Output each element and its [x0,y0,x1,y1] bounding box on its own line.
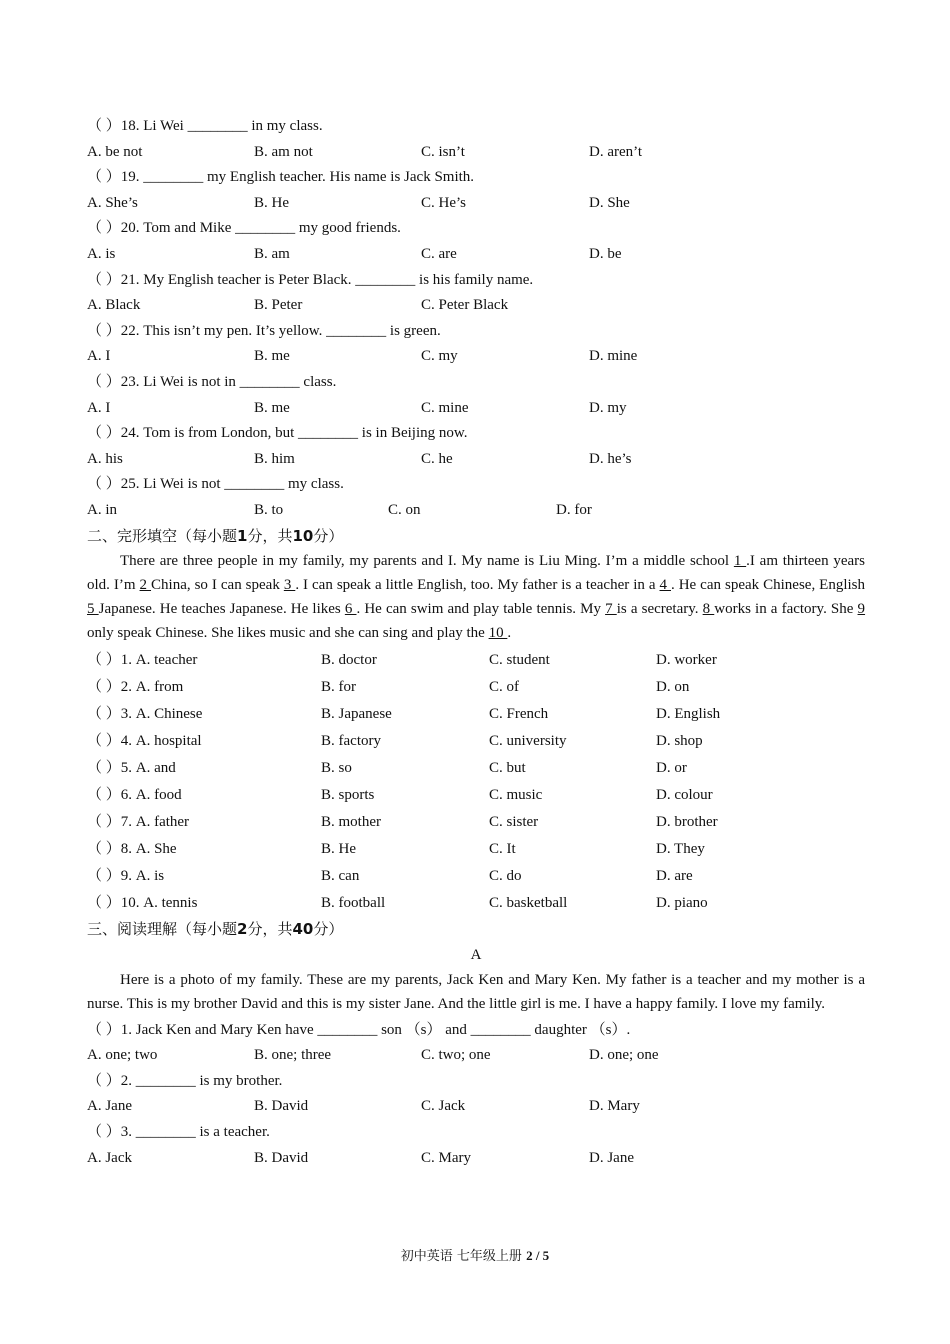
reading-question-3: （ ）3. ________ is a teacher. [87,1124,270,1141]
item-label: （ ）9. A. is [87,868,165,885]
passage-text: only speak Chinese. She likes music and she can sing and play the [87,625,489,642]
option-b: B. Japanese [321,706,392,723]
reading-question-1: （ ）1. Jack Ken and Mary Ken have ________ son （s） and ________ daughter （s）. [87,1021,631,1038]
cloze-item-4 [87,728,865,755]
passage-text: . He can swim and play table tennis. My [356,601,606,618]
blank-8: 8 [702,601,715,618]
item-label: （ ）7. A. father [87,814,190,831]
option-b: B. David [254,1149,309,1166]
question-18-options [87,140,865,166]
passage-text: works in a factory. She [714,601,858,618]
cloze-item-2 [87,674,865,701]
passage-text: is a secretary. [616,601,703,618]
option-c: C. mine [421,399,469,416]
cloze-item-9 [87,863,865,890]
question-24: （ ）24. Tom is from London, but ________ is in Beijing now. [87,425,468,442]
option-b: B. one; three [254,1047,332,1064]
cloze-items [87,647,865,917]
heading-text: 分） [313,526,344,545]
passage-label: A [470,946,482,963]
option-c: C. student [489,652,550,669]
question-20-options [87,242,865,268]
option-d: D. or [656,760,687,777]
option-b: B. factory [321,733,381,750]
option-b: B. mother [321,814,381,831]
option-b: B. doctor [321,652,377,669]
option-d: D. shop [656,733,703,750]
cloze-passage [87,549,865,645]
option-d: D. are [656,868,693,885]
option-b: B. for [321,679,356,696]
blank-10: 10 [488,625,508,642]
heading-text: 三、阅读理解（每小题 [87,920,238,939]
option-a: A. Jack [87,1149,132,1166]
passage-text: Japanese. He teaches Japanese. He likes [98,601,345,618]
cloze-item-5 [87,755,865,782]
option-c: C. do [489,868,522,885]
passage-text: . I can speak a little English, too. My father is a teacher in a [295,577,660,594]
option-c: C. Peter Black [421,297,509,314]
passage-text: . [507,625,512,642]
reading-question-2-options [87,1094,865,1120]
option-d: D. one; one [589,1047,659,1064]
section1-questions [87,114,865,524]
cloze-item-7 [87,809,865,836]
option-d: D. for [556,501,592,518]
section3-heading [87,917,865,943]
option-a: A. Black [87,297,141,314]
question-25-options [87,498,865,524]
option-c: C. are [421,245,457,262]
option-b: B. Peter [254,297,303,314]
option-c: C. on [388,501,421,518]
option-a: A. his [87,450,123,467]
question-21-options [87,293,865,319]
reading-question-1-options [87,1043,865,1069]
item-label: （ ）10. A. tennis [87,895,198,912]
reading-passage: Here is a photo of my family. These are my parents, Jack Ken and Mary Ken. My father is a teacher and my mother is a nurse. This is my brother David and this is my sister Jane. And the little girl is me. I have a happy family. I love my family. [87,971,865,1012]
option-d: D. colour [656,787,713,804]
blank-5: 5 [87,601,99,618]
option-b: B. am not [254,143,313,160]
cloze-item-6 [87,782,865,809]
option-d: D. piano [656,895,708,912]
reading-question-2: （ ）2. ________ is my brother. [87,1072,283,1089]
option-b: B. He [321,841,356,858]
option-c: C. It [489,841,516,858]
question-21: （ ）21. My English teacher is Peter Black. ________ is his family name. [87,271,534,288]
option-c: C. two; one [421,1047,491,1064]
passage-text: . He can speak Chinese, English [670,577,866,594]
option-b: B. am [254,245,290,262]
section2-heading [87,524,865,550]
option-b: B. him [254,450,295,467]
item-label: （ ）3. A. Chinese [87,706,203,723]
option-a: A. one; two [87,1047,158,1064]
option-a: A. Jane [87,1098,132,1115]
option-c: C. music [489,787,543,804]
blank-1: 1 [733,553,747,570]
option-b: B. can [321,868,360,885]
item-label: （ ）5. A. and [87,760,176,777]
item-label: （ ）8. A. She [87,841,177,858]
question-20: （ ）20. Tom and Mike ________ my good friends. [87,220,401,237]
option-c: C. He’s [421,194,466,211]
blank-6: 6 [344,601,357,618]
passage-text: China, so I can speak [151,577,284,594]
question-23: （ ）23. Li Wei is not in ________ class. [87,373,337,390]
question-19: （ ）19. ________ my English teacher. His name is Jack Smith. [87,169,475,186]
question-23-options [87,396,865,422]
option-c: C. he [421,450,453,467]
heading-text: 分） [313,920,344,939]
option-c: C. sister [489,814,539,831]
cloze-item-10 [87,890,865,917]
blank-7: 7 [605,601,617,618]
option-b: B. to [254,501,284,518]
option-a: A. in [87,501,117,518]
heading-total: 40 [292,920,314,939]
item-label: （ ）2. A. from [87,679,184,696]
heading-total: 10 [292,526,314,545]
question-22: （ ）22. This isn’t my pen. It’s yellow. ________ is green. [87,322,441,339]
question-19-options [87,191,865,217]
option-c: C. but [489,760,526,777]
reading-question-3-options [87,1146,865,1172]
option-d: D. he’s [589,450,632,467]
question-25: （ ）25. Li Wei is not ________ my class. [87,476,344,493]
option-b: B. He [254,194,289,211]
cloze-item-3 [87,701,865,728]
option-a: A. is [87,245,116,262]
option-c: C. French [489,706,549,723]
option-d: D. on [656,679,690,696]
option-a: A. I [87,348,111,365]
footer-text: 初中英语 七年级上册 [400,1249,527,1264]
page-number: 2 / 5 [526,1248,550,1263]
option-d: D. aren’t [589,143,643,160]
cloze-item-8 [87,836,865,863]
option-c: C. Mary [421,1149,471,1166]
option-d: D. Mary [589,1098,640,1115]
option-c: C. basketball [489,895,568,912]
blank-3: 3 [283,577,296,594]
option-c: C. Jack [421,1098,466,1115]
option-c: C. isn’t [421,143,465,160]
option-d: D. English [656,706,721,723]
question-18: （ ）18. Li Wei ________ in my class. [87,118,323,134]
option-b: B. football [321,895,386,912]
option-b: B. me [254,348,290,365]
option-c: C. university [489,733,567,750]
question-24-options [87,447,865,473]
item-label: （ ）1. A. teacher [87,652,198,669]
option-d: D. be [589,245,622,262]
cloze-item-1 [87,647,865,674]
option-d: D. They [656,841,705,858]
exam-page [87,114,865,1171]
passage-text: There are three people in my family, my parents and I. My name is Liu Ming. I’m a middle school [120,553,734,570]
option-d: D. brother [656,814,718,831]
item-label: （ ）4. A. hospital [87,733,202,750]
option-b: B. sports [321,787,375,804]
option-b: B. so [321,760,352,777]
option-c: C. my [421,348,458,365]
option-d: D. She [589,194,630,211]
option-d: D. mine [589,348,638,365]
option-b: B. me [254,399,290,416]
page-footer [0,1245,950,1264]
option-d: D. Jane [589,1149,634,1166]
heading-text: 分，共 [247,920,293,939]
option-a: A. She’s [87,194,138,211]
heading-points: 1 [237,526,248,545]
option-b: B. David [254,1098,309,1115]
option-a: A. be not [87,143,143,160]
question-22-options [87,344,865,370]
heading-points: 2 [237,920,248,939]
blank-9: 9 [857,601,866,618]
blank-2: 2 [139,577,152,594]
item-label: （ ）6. A. food [87,787,182,804]
heading-text: 分，共 [247,526,293,545]
option-a: A. I [87,399,111,416]
option-d: D. worker [656,652,717,669]
option-d: D. my [589,399,627,416]
passage-text: .I am thirteen years old. I’m [87,553,866,594]
heading-text: 二、完形填空（每小题 [87,526,238,545]
option-c: C. of [489,679,519,696]
blank-4: 4 [659,577,671,594]
